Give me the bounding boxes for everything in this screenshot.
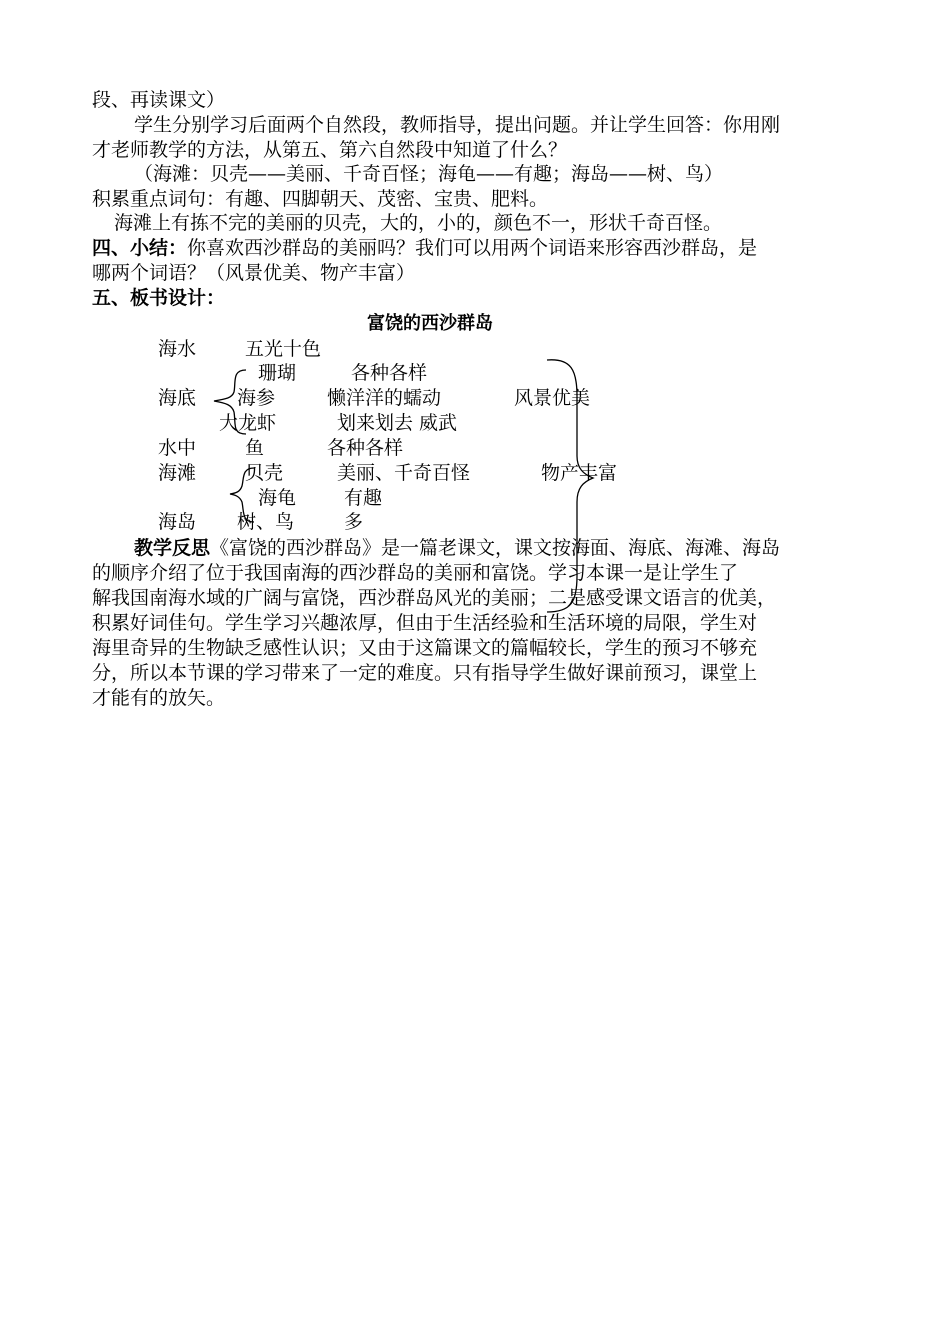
reflection-line: 解我国南海水域的广阔与富饶，西沙群岛风光的美丽；二是感受课文语言的优美， [92, 587, 777, 609]
board-cell: 海滩 [158, 462, 197, 484]
board-cell: 各种各样 [327, 437, 404, 459]
text-line: 段、再读课文） [92, 89, 226, 111]
board-cell: 树、鸟 [237, 511, 295, 533]
board-cell: 大龙虾 [219, 412, 277, 434]
left-brace-icon [228, 466, 258, 526]
board-cell: 美丽、千奇百怪 [337, 462, 471, 484]
board-cell: 各种各样 [351, 362, 428, 384]
reflection-line: 海里奇异的生物缺乏感性认识；又由于这篇课文的篇幅较长，学生的预习不够充 [92, 637, 758, 659]
reflection-line: 才能有的放矢。 [92, 687, 226, 709]
board-cell: 水中 [158, 437, 197, 459]
board-cell: 海参 [237, 387, 276, 409]
text-line: 学生分别学习后面两个自然段，教师指导，提出问题。并让学生回答：你用刚 [134, 114, 781, 136]
summary-line-2: 哪两个词语？（风景优美、物产丰富） [92, 262, 416, 284]
summary-heading: 四、小结： [92, 237, 188, 259]
board-cell: 有趣 [344, 487, 383, 509]
board-title: 富饶的西沙群岛 [367, 313, 493, 334]
board-cell: 多 [344, 511, 364, 533]
board-cell: 五光十色 [245, 338, 322, 360]
reflection-label: 教学反思 [134, 537, 211, 559]
reflection-line: 分，所以本节课的学习带来了一定的难度。只有指导学生做好课前预习，课堂上 [92, 662, 758, 684]
board-cell: 懒洋洋的蠕动 [327, 387, 442, 409]
board-cell: 海岛 [158, 511, 197, 533]
text-line: 海滩上有拣不完的美丽的贝壳，大的，小的，颜色不一，形状千奇百怪。 [114, 212, 723, 234]
reflection-line: 积累好词佳句。学生学习兴趣浓厚，但由于生活经验和生活环境的局限，学生对 [92, 612, 758, 634]
summary-text: 你喜欢西沙群岛的美丽吗？我们可以用两个词语来形容西沙群岛，是 [187, 237, 758, 259]
reflection-line: 的顺序介绍了位于我国南海的西沙群岛的美丽和富饶。学习本课一是让学生了 [92, 562, 739, 584]
board-cell: 海底 [158, 387, 197, 409]
board-cell: 珊瑚 [258, 362, 297, 384]
text-line: （海滩：贝壳——美丽、千奇百怪；海龟——有趣；海岛——树、鸟） [134, 163, 724, 185]
text-line: 积累重点词句：有趣、四脚朝天、茂密、宝贵、肥料。 [92, 188, 549, 210]
summary-line [92, 236, 757, 260]
board-cell: 海龟 [258, 487, 297, 509]
reflection-line [134, 536, 780, 560]
board-cell: 物产丰富 [541, 462, 618, 484]
left-brace-icon [208, 368, 248, 438]
board-cell: 鱼 [245, 437, 265, 459]
text-line: 才老师教学的方法，从第五、第六自然段中知道了什么？ [92, 139, 568, 161]
board-heading: 五、板书设计： [92, 287, 226, 309]
board-cell: 风景优美 [514, 387, 591, 409]
reflection-text: 《富饶的西沙群岛》是一篇老课文，课文按海面、海底、海滩、海岛 [210, 537, 781, 559]
board-cell: 海水 [158, 338, 197, 360]
board-cell: 贝壳 [245, 462, 284, 484]
board-cell: 划来划去 威武 [337, 412, 458, 434]
